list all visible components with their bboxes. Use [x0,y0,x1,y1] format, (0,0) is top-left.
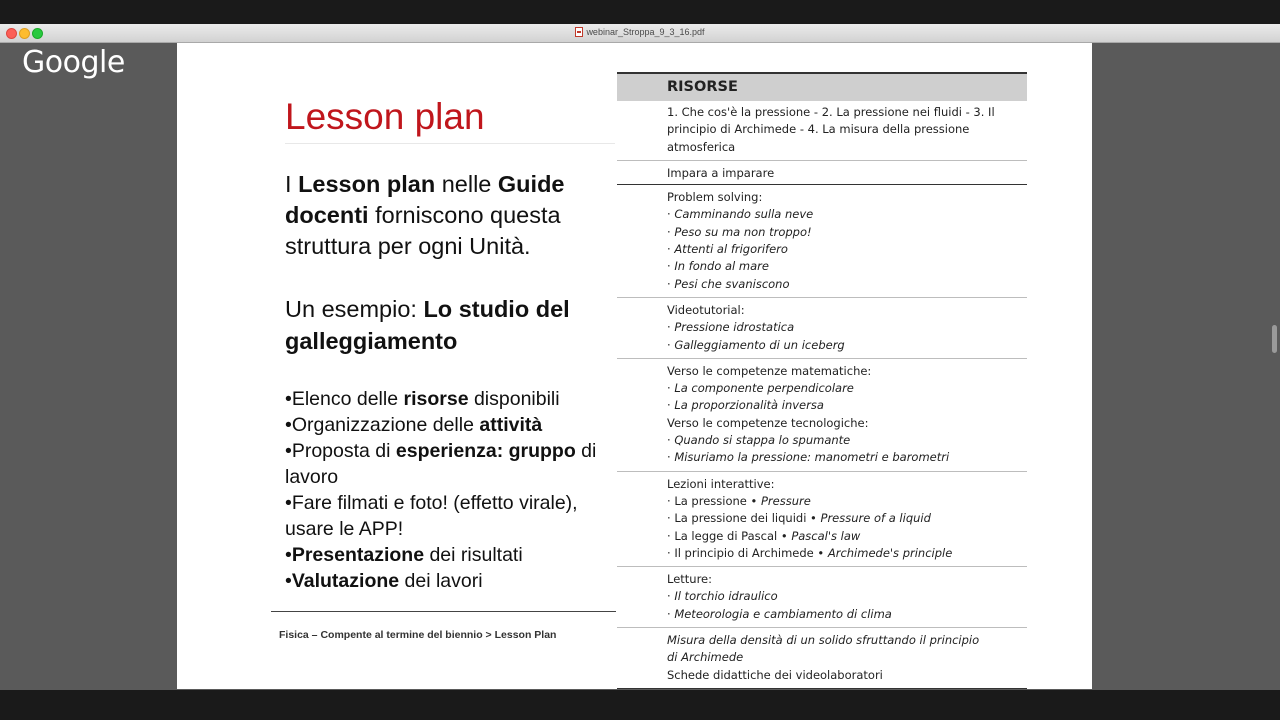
pdf-page [177,43,1092,689]
bullet-item: •Presentazione dei risultati [285,544,523,566]
bullet-item: •Organizzazione delle attività [285,414,543,436]
resources-topics: 1. Che cos'è la pressione - 2. La pressione nei fluidi - 3. Il principio di Archimede - 4. La misura della pressione atmosferica [617,101,1027,161]
slide-intro: I Lesson plan nelle Guide docenti forniscono questa struttura per ogni Unità. [285,171,565,259]
bullet-list [285,386,625,594]
pdf-file-icon [575,27,583,37]
bottom-bar [0,690,1280,720]
resources-learn: Impara a imparare [617,161,1027,185]
google-logo: Google [22,45,125,80]
slide-example: Un esempio: Lo studio del galleggiamento [285,296,570,354]
title-divider [285,143,615,144]
competences-section: Verso le competenze matematiche: · La componente perpendicolare · La proporzionalità inversa Verso le competenze tecnologiche: · Quando si stappa lo spumante · Misuriamo la pressione: manometri e barometri [617,359,1027,472]
scrollbar-thumb[interactable] [1272,325,1277,353]
resources-header: RISORSE [617,72,1027,101]
lab-section: Misura della densità di un solido sfruttando il principio di Archimede Schede didattiche dei videolaboratori [617,628,1027,689]
footer-divider [271,611,616,612]
bullet-item: •Proposta di esperienza: gruppo di lavoro [285,440,597,488]
bullet-item: •Valutazione dei lavori [285,570,483,592]
bullet-item: •Fare filmati e foto! (effetto virale), usare le APP! [285,492,578,540]
bullet-item: •Elenco delle risorse disponibili [285,388,560,410]
slide-title: Lesson plan [285,96,485,137]
window-titlebar [0,24,1280,43]
problem-solving-section: Problem solving: · Camminando sulla neve · Peso su ma non troppo! · Attenti al frigorifero · In fondo al mare · Pesi che svaniscono [617,185,1027,298]
videotutorial-section: Videotutorial: · Pressione idrostatica · Galleggiamento di un iceberg [617,298,1027,359]
resources-table [617,72,1027,689]
slide-footer: Fisica – Compente al termine del biennio > Lesson Plan [279,629,557,641]
window-title: webinar_Stroppa_9_3_16.pdf [0,27,1280,37]
interactive-lessons-section: Lezioni interattive: · La pressione • Pressure · La pressione dei liquidi • Pressure of a liquid · La legge di Pascal • Pascal's law · Il principio di Archimede • Archimede's principle [617,472,1027,567]
readings-section: Letture: · Il torchio idraulico · Meteorologia e cambiamento di clima [617,567,1027,628]
